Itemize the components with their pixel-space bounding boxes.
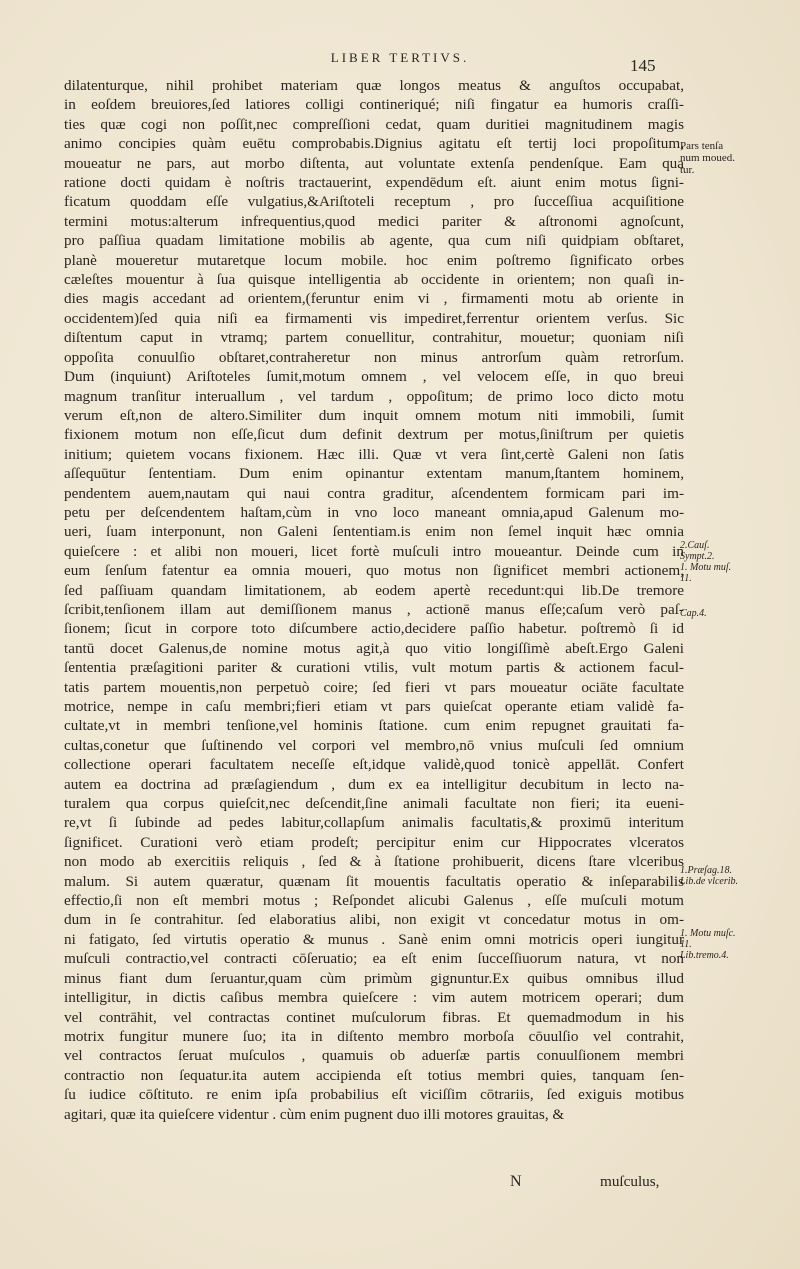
margin-note: 2.Cauſ. Sympt.2. 1. Motu muſ. 11. [680, 540, 732, 584]
text-line: dilatenturque, nihil prohibet materiam quæ longos meatus & anguſtos occupabat, [64, 77, 684, 94]
text-line: motrice, nempe in caſu membri;fieri etiam vt pars quieſcat operante etiam validè fa- [64, 698, 684, 715]
text-line: minus fiant dum ſeruantur,quam cùm primùm gignuntur.Ex quibus omnibus illud [64, 969, 684, 987]
text-line: autem ea doctrina ad præſagiendum , dum ex ea intelligitur decubitum in lecto na- [64, 775, 684, 793]
text-line: collectione operari facultatem neceſſe eſt,idque validè,quod tonicè appellāt. Confert [64, 756, 684, 774]
text-line: motrix fungitur munere ſuo; ita in diſtento membro morboſa cōuulſio vel contrahit, [64, 1027, 684, 1045]
text-line: ties quæ cogi non poſſit,nec compreſſioni cedat, quam duritiei magnitudinem magis [64, 115, 684, 133]
text-line: planè moueretur mutaretque locum mobile. hoc enim poſtremo ſignificato orbes [64, 251, 684, 269]
text-line: muſculi contractio,vel contracti cōſeruatio; ea eſt enim ſucceſſiuorum natura, vt non [64, 950, 684, 968]
text-line: intelligitur, in dictis caſibus membra quieſcere : vim autem motricem operari; dum [64, 989, 684, 1007]
text-line: magnum tranſitur interuallum , vel tardum , oppoſitum; de primo loco dicto motu [64, 387, 684, 405]
text-line: occidentem)ſed quia niſi ea firmamenti vis impediret,ferrentur orientem verſus. Sic [64, 309, 684, 327]
text-line: in eoſdem breuiores,ſed latiores colligi contineriqué; niſi fingatur ea humoris craſſi- [64, 96, 684, 114]
text-line: pro paſſiua quadam limitatione mobilis ab agente, qua cum niſi quidpiam obſtaret, [64, 232, 684, 250]
margin-note: Cap.4. [680, 608, 707, 619]
text-line: tatis partem mouentis,non perpetuò coire; ſed fieri vt pars moueatur ociāte facultate [64, 678, 684, 696]
text-line: effectio,ſi non eſt membri motus ; Reſpondet alicubi Galenus , eſſe muſculi motum [64, 892, 684, 910]
running-title: LIBER TERTIVS. [330, 50, 470, 65]
signature-mark: N [510, 1173, 522, 1190]
text-line: animo concipies quàm euētu comprobabis.Dignius agitatu eſt tertij loci propoſitum, [64, 135, 684, 153]
text-line: fixionem motum non eſſe,ſicut dum definit dextrum per motus,ſiniſtrum per quietis [64, 426, 684, 444]
text-line: verum eſt,non de altero.Similiter dum inquit omnem motum niti immobili, ſumit [64, 406, 684, 424]
margin-note: 1.Præſag.18. Lib.de vlcerib. [680, 865, 739, 887]
text-line: ſententia præſagitioni pariter & curationi vtilis, vult motum partis & actionem facul- [64, 659, 684, 677]
text-line: ſed paſſiuam quandam limitationem, ab eodem apertè recedunt:qui lib.De tremore [64, 581, 684, 599]
text-line: pendentem auem,nautam qui naui contra graditur, aſcendentem formicam pari im- [64, 484, 684, 502]
text-line: ratione docti quidam è noſtris tractauerint, expendēdum eſt. aiunt enim motus ſigni- [64, 174, 684, 192]
text-line: termini motus:alterum infrequentius,quod medici pariter & aſtronomi agnoſcunt, [64, 212, 684, 230]
text-line: Dum (inquiunt) Ariſtoteles ſumit,motum omnem , vel velocem eſſe, in quo breui [64, 368, 684, 386]
text-line: turalem qua corpus quieſcit,nec deſcendit,ſine animali facultate non fieri; ita eueni- [64, 795, 684, 813]
text-line: cultas,conetur que ſuſtinendo vel corpori vel membro,nō vnius muſculi ſed omnium [64, 736, 684, 754]
text-line: aſſequūtur ſententiam. Dum enim opinantur extentam manum,ſtantem hominem, [64, 465, 684, 483]
text-line: ni fatigato, ſed virtutis operatio & munus . Sanè enim omni motricis operi iungitur [64, 930, 684, 948]
page-number: 145 [630, 56, 656, 75]
text-line: diſtentum caput in vtramq; partem conuellitur, contrahitur, mouetur; quoniam niſi [64, 329, 684, 347]
margin-note: Pars tenſa num moued. tur. [680, 140, 735, 176]
text-line: malum. Si autem quæratur, quænam ſit mouentis facultatis operatio & inſeparabilis [64, 872, 684, 890]
text-line: vel contractos ſeruat muſculos , quamuis ob aduerſæ partis conuulſionem membri [64, 1047, 684, 1065]
margin-note: 1. Motu muſc. 11. Lib.tremo.4. [680, 928, 736, 961]
text-line: eum ſenſum fatentur ea omnia moueri, quo motus non ſignificet membri actionem, [64, 562, 684, 580]
text-line: dum in ſe contrahitur. ſed elaboratius alibi, non exigit vt concedatur motus in om- [64, 911, 684, 929]
text-line: quieſcere : et alibi non moueri, licet fortè muſculi intro moueantur. Deinde cum in [64, 542, 684, 560]
text-line: non modo ab exercitiis reliquis , ſed & à ſtatione prohibuerit, dicens ſtare vlceribus [64, 853, 684, 871]
text-line: petu per deſcendentem haſtam,cùm in vno loco maneant omnia,apud Galenum mo- [64, 503, 684, 521]
text-line: re,vt ſi ſubinde ad pedes labitur,collapſum animalis facultatis,& proximū interitum [64, 814, 684, 832]
text-line: ſu iudice cōſtituto. re enim ipſa probabilius eſt viciſſim cōtrariis, ſed exiguis motibus [64, 1086, 684, 1104]
catchword: muſculus, [600, 1173, 660, 1190]
text-line: oppoſita conuulſio obſtaret,contraheretur non minus antrorſum quàm retrorſum. [64, 348, 684, 366]
main-text-block [64, 76, 684, 1124]
text-line: ueri, ſuam interponunt, non Galeni ſententiam.is enim non ſemel inquit hæc omnia [64, 523, 684, 541]
text-line: contractio non ſequatur.ita autem accipienda eſt totius membri quies, tanquam ſen- [64, 1066, 684, 1084]
text-line: ſcribit,tenſionem illam aut demiſſionem manus , actionē manus eſſe;caſum verò paſ- [64, 600, 684, 618]
text-line: ficatum quoddam eſſe vulgatius,&Ariſtoteli receptum , pro ſucceſſiua acquiſitione [64, 193, 684, 211]
text-line: ſignificet. Curationi verò etiam prodeſt; percipitur enim cur Hippocrates vlceratos [64, 833, 684, 851]
text-line: cæleſtes mouentur à ſua quisque intelligentia ab occidente in orientem; non quaſi in- [64, 271, 684, 289]
text-line: cultate,vt in membri tenſione,vel hominis ſtatione. cum enim repugnet grauitati fa- [64, 717, 684, 735]
text-line: agitari, quæ ita quieſcere videntur . cùm enim pugnent duo illi motores grauitas, & [64, 1105, 565, 1123]
text-line: dies magis accedant ad orientem,(feruntur enim vi , firmamenti motu ab oriente in [64, 290, 684, 308]
text-line: vel contrāhit, vel contractas continet muſculorum fibras. Et quemadmodum in his [64, 1008, 684, 1026]
text-line: tantū docet Galenus,de nomine motus agit,à quo vitio longiſſimè abeſt.Ergo Galeni [64, 639, 684, 657]
text-line: moueatur ne pars, aut morbo diſtenta, aut voluntate extenſa pendenſque. Eam qua [64, 154, 684, 172]
text-line: initium; quietem vocans fixionem. Hæc illi. Quæ vt vera ſint,certè Galeni non ſatis [64, 445, 684, 463]
text-line: ſionem; ſicut in corpore toto diſcumbere actio,decidere paſſio habetur. poſtremò ſi id [64, 620, 684, 638]
